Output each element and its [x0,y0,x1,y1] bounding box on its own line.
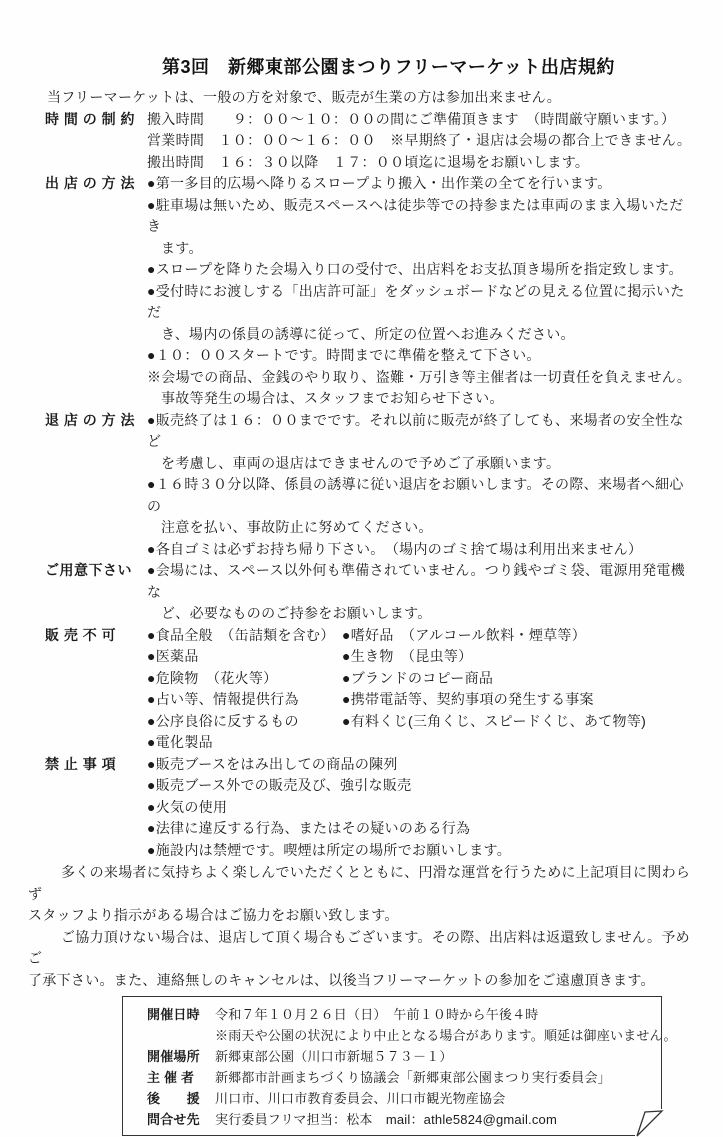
text-line: ●携帯電話等、契約事項の発生する事案 [342,691,594,707]
text-line: 搬出時間 １６：３０以降 １７：００頃迄に退場をお願いします。 [147,153,590,170]
text-line: ●１６時３０分以降、係員の誘導に従い退店をお願いします。その際、来場者へ細心の [147,476,684,514]
text-line: ●販売ブース外での販売及び、強引な販売 [147,777,412,793]
section-label: 販 売 不 可 [45,626,117,643]
text-line: スタッフより指示がある場合はご協力をお願い致します。 [28,907,399,923]
text-line: ご協力頂けない場合は、退店して頂く場合もございます。その際、出店料は返還致しません。予めご [28,928,690,966]
text-line: ●公序良俗に反するもの [147,712,299,729]
document-title: 第3回 新郷東部公園まつりフリーマーケット出店規約 [162,57,615,77]
prohibited-row [147,689,695,711]
text-line: ●各自ゴミは必ずお持ち帰り下さい。 （場内のゴミ捨て場は利用出来ません） [147,540,643,557]
section-label: 禁 止 事 項 [45,755,117,772]
section-content [147,754,695,862]
text-line: ●電化製品 [147,734,213,750]
section-content [147,625,695,754]
info-value: 川口市、川口市教育委員会、川口市観光物産協会 [215,1091,506,1106]
text-line: 注意を払い、事故防止に努めてください。 [161,519,433,535]
closing-paragraphs [28,862,695,991]
text-line: ●火気の使用 [147,798,228,815]
info-value: ※雨天や公園の状況により中止となる場合があります。順延は御座いません。 [215,1028,677,1043]
text-line: ●生き物 （昆虫等） [342,648,473,664]
prohibited-row [147,668,695,690]
info-row [147,1109,657,1130]
info-label [147,1025,201,1046]
text-line: ●危険物 （花火等） [147,669,278,686]
info-value: 新郷都市計画まちづくり協議会「新郷東部公園まつり実行委員会」 [215,1070,611,1085]
text-line: を考慮し、車両の退店はできませんので予めご了承願います。 [161,454,561,471]
prohibited-row [147,646,695,668]
page-curl-icon [635,1109,663,1137]
text-line: ●食品全般 （缶詰類を含む） [147,626,335,643]
section-content [147,410,695,561]
text-line: ど、必要なもののご持参をお願いします。 [161,605,432,621]
text-line: ●医薬品 [147,648,199,664]
text-line: ●第一多目的広場へ降りるスロープより搬入・出作業の全てを行います。 [147,175,612,191]
text-line: ●ブランドのコピー商品 [342,669,494,686]
text-line: 事故等発生の場合は、スタッフまでお知らせ下さい。 [161,390,504,406]
section-prohibited-items [28,625,695,754]
section-please-prepare [28,560,695,625]
info-label: 開催日時 [147,1007,200,1022]
section-time-limits [28,109,695,174]
section-content [147,109,695,174]
text-line: ●スロープを降りた会場入り口の受付で、出店料をお支払頂き場所を指定致します。 [147,261,683,277]
section-how-to-leave [28,410,695,561]
text-line: ●有料くじ(三角くじ、スピードくじ、あて物等) [342,712,647,729]
info-label: 後 援 [147,1091,200,1106]
info-row [147,1004,657,1025]
info-row [147,1046,657,1067]
text-line: 搬入時間 ９：００～１０：００の間にご準備頂きます （時間厳守願います。） [147,110,676,127]
text-line: 営業時間 １０：００～１６：００ ※早期終了・退店は会場の都合上できません。 [147,132,692,148]
text-line: ●駐車場は無いため、販売スペースへは徒歩等での持参または車両のまま入場いただき [147,196,684,234]
info-row [147,1067,657,1088]
text-line: ●占い等、情報提供行為 [147,691,299,707]
text-line: ●嗜好品 （アルコール飲料・煙草等） [342,626,587,643]
text-line: ※会場での商品、金銭のやり取り、盗難・万引き等主催者は一切責任を負えません。 [147,368,692,385]
text-line: き、場内の係員の誘導に従って、所定の位置へお進みください。 [161,325,575,342]
text-line: ●法律に違反する行為、またはその疑いのある行為 [147,820,471,836]
section-how-to-exhibit [28,173,695,410]
text-line: ●受付時にお渡しする「出店許可証」をダッシュボードなどの見える位置に掲示いただ [147,282,685,320]
info-label: 問合せ先 [147,1112,200,1127]
event-info-box [122,996,677,1136]
section-content [147,560,695,625]
section-content [147,173,695,410]
text-line: ●会場には、スペース以外何も準備されていません。つり銭やゴミ袋、電源用発電機な [147,562,685,600]
section-label: 出 店 の 方 法 [45,175,136,191]
prohibited-row [147,732,695,754]
text-line: ●販売終了は１６：００までです。それ以前に販売が終了しても、来場者の安全性など [147,411,684,449]
info-row [147,1088,657,1109]
section-label: 時 間 の 制 約 [45,110,136,127]
section-label: 退 店 の 方 法 [45,411,136,428]
text-line: ●１０：００スタートです。時間までに準備を整えて下さい。 [147,347,541,363]
info-value: 令和７年１０月２６日（日） 午前１０時から午後４時 [215,1007,539,1022]
info-value: 実行委員フリマ担当：松本 mail：athle5824@gmail.com [215,1112,557,1127]
section-label: ご用意下さい [45,562,132,578]
text-line: ●施設内は禁煙です。喫煙は所定の場所でお願いします。 [147,841,512,858]
text-line: 多くの来場者に気持ちよく楽しんでいただくとともに、円滑な運営を行うために上記項目に関わらず [28,864,691,902]
info-label: 開催場所 [147,1049,200,1064]
intro-text: 当フリーマーケットは、一般の方を対象で、販売が生業の方は参加出来ません。 [47,89,562,105]
info-value: 新郷東部公園（川口市新堀５７３－１） [215,1049,453,1064]
text-line: ます。 [161,239,203,256]
section-prohibited-acts [28,754,695,862]
text-line [342,732,695,754]
prohibited-row [147,711,695,733]
info-row [147,1025,677,1046]
info-label: 主 催 者 [147,1070,195,1085]
prohibited-row [147,625,695,647]
text-line: ●販売ブースをはみ出しての商品の陳列 [147,755,398,772]
text-line: 了承下さい。また、連絡無しのキャンセルは、以後当フリーマーケットの参加をご遠慮頂きます。 [28,971,655,988]
